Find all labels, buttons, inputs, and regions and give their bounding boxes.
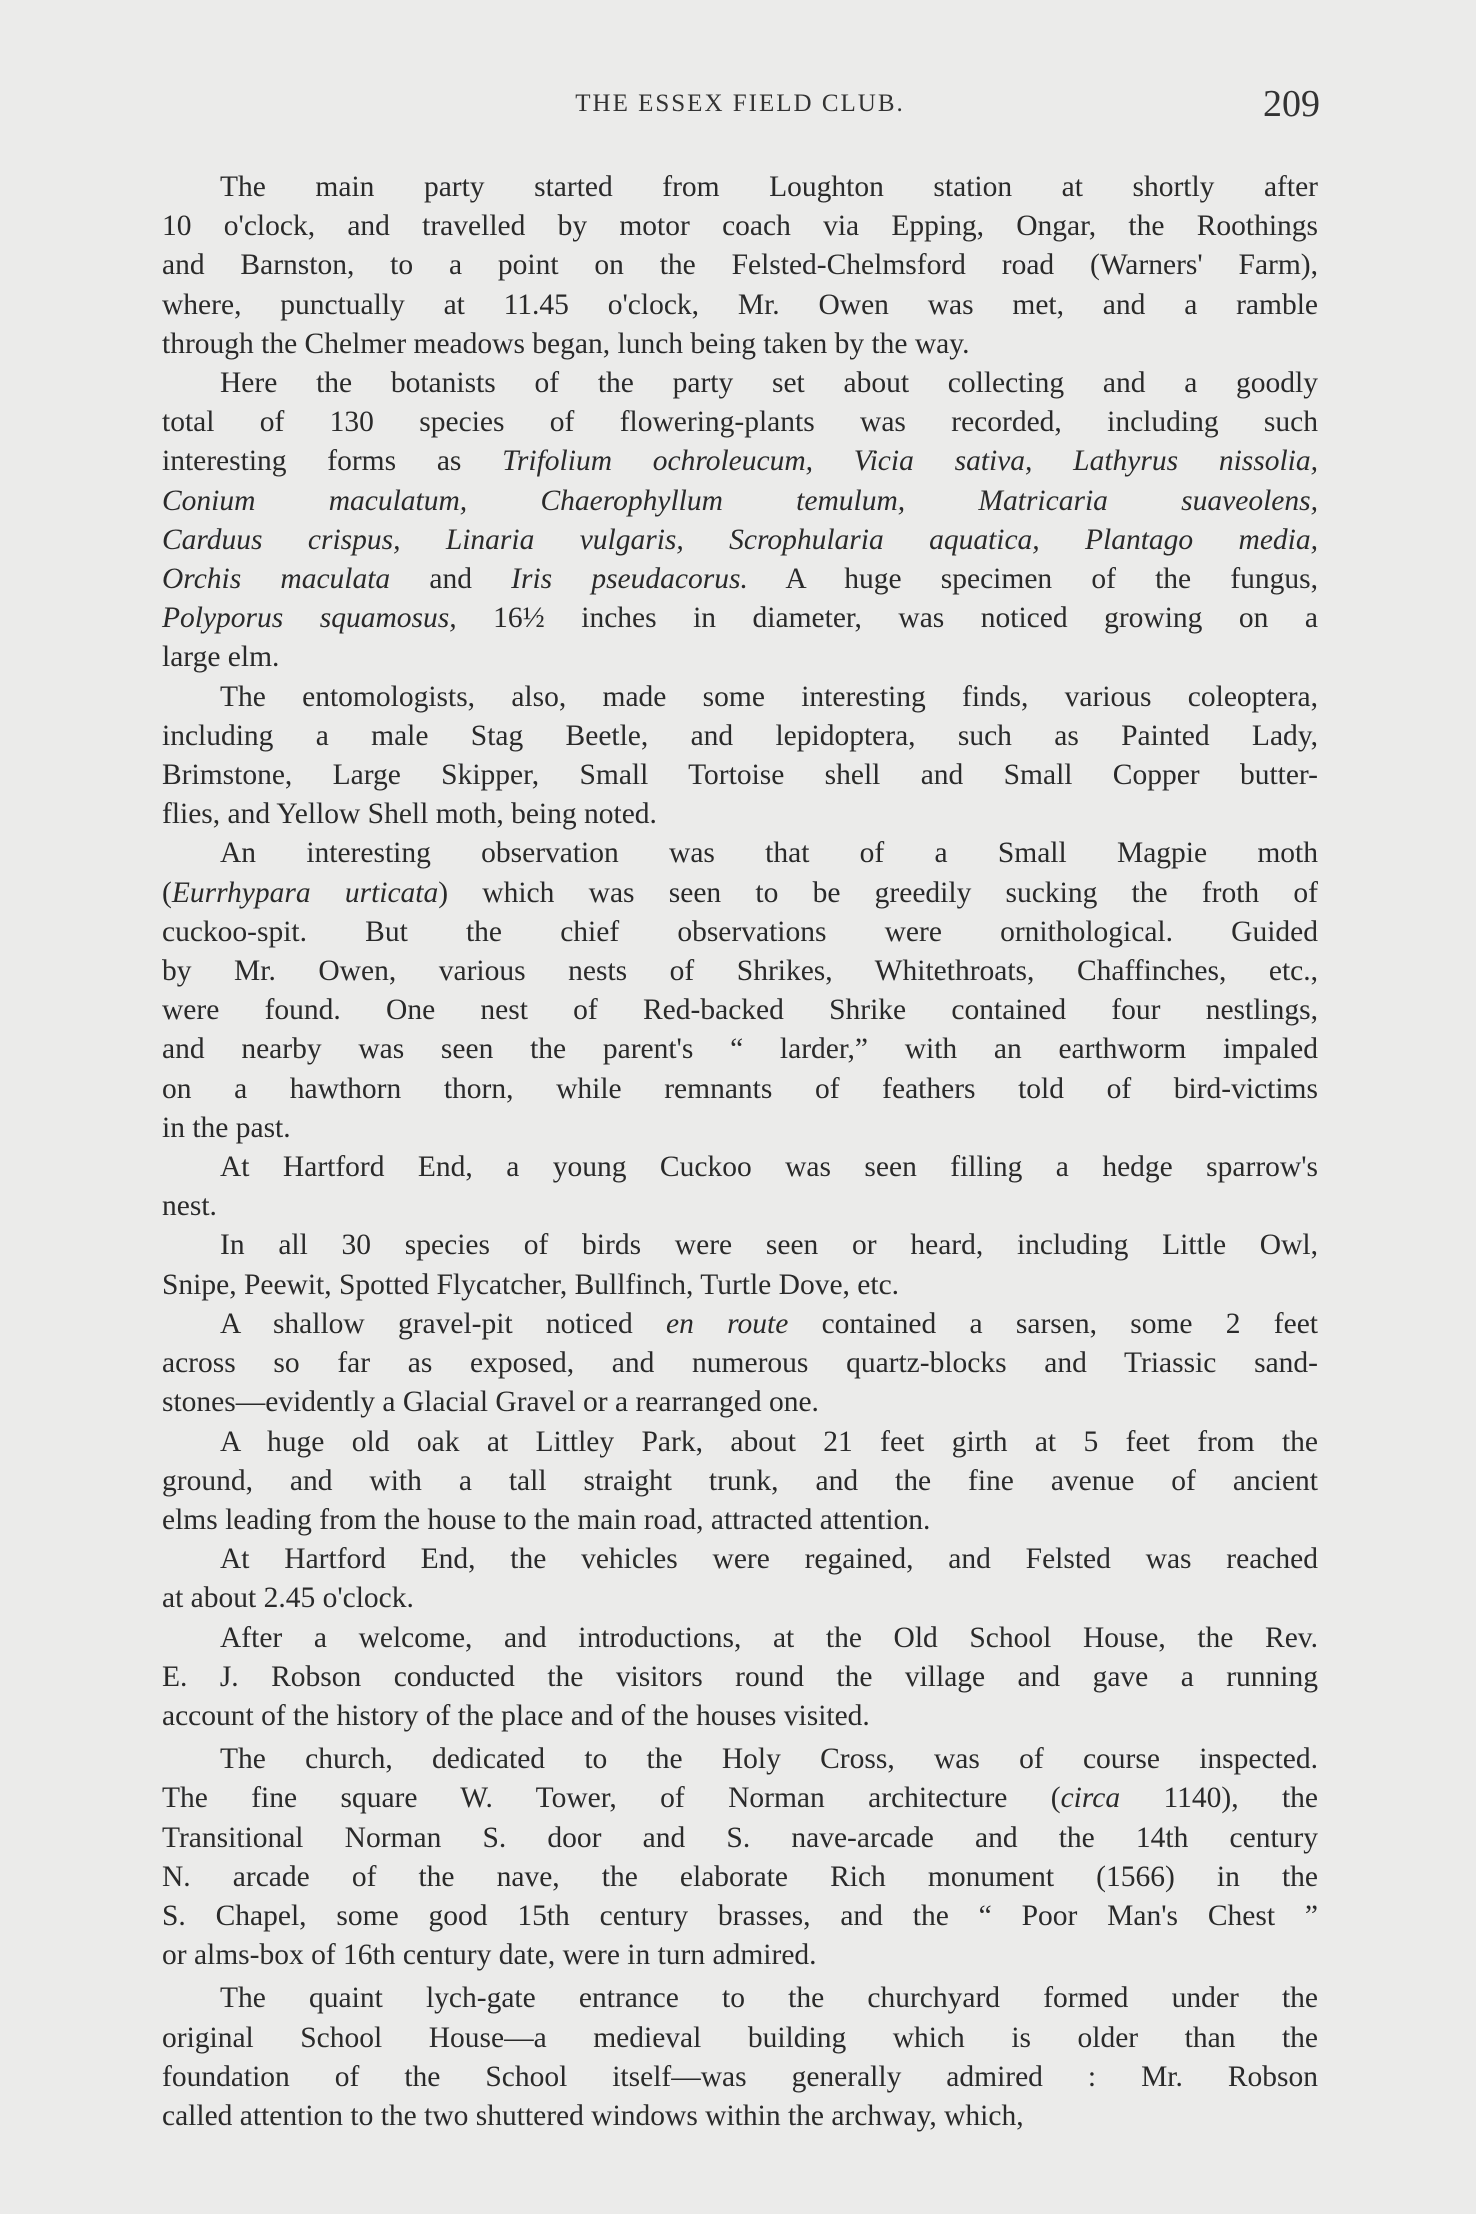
text-line [162, 1226, 1318, 1265]
text-line [162, 717, 1318, 756]
text-line [162, 1979, 1318, 2018]
text-line [162, 1540, 1318, 1579]
text-run: elms leading from the house to the main road, attracted attention. [162, 1503, 931, 1536]
text-run: where, punctually at 11.45 o'clock, Mr. Owen was met, and a ramble [162, 288, 1318, 321]
text-line [162, 756, 1318, 795]
text-run: stones—evidently a Glacial Gravel or a rearranged one. [162, 1386, 819, 1419]
text-line [162, 168, 1318, 207]
text-line [162, 521, 1318, 560]
text-line [162, 1501, 1318, 1540]
text-run: total of 130 species of flowering-plants was recorded, including such [162, 406, 1318, 439]
text-line [162, 325, 1318, 364]
text-run: account of the history of the place and of the houses visited. [162, 1699, 870, 1732]
text-line [162, 834, 1318, 873]
text-run: including a male Stag Beetle, and lepidoptera, such as Painted Lady, [162, 719, 1318, 752]
paragraph [162, 1540, 1318, 1618]
text-line [162, 1462, 1318, 1501]
text-line [162, 874, 1318, 913]
text-line [162, 1897, 1318, 1936]
text-run: at about 2.45 o'clock. [162, 1582, 414, 1615]
text-line [162, 1030, 1318, 1069]
text-run: across so far as exposed, and numerous quartz-blocks and Triassic sand- [162, 1347, 1318, 1380]
text-run: ) which was seen to be greedily sucking the froth of [438, 876, 1318, 909]
text-line [162, 1383, 1318, 1422]
italic-run: en route [666, 1307, 789, 1340]
text-run: N. arcade of the nave, the elaborate Rich monument (1566) in the [162, 1860, 1318, 1893]
text-line [162, 1305, 1318, 1344]
text-run: or alms-box of 16th century date, were in turn admired. [162, 1939, 817, 1972]
text-line [162, 1697, 1318, 1736]
text-run: The quaint lych-gate entrance to the churchyard formed under the [220, 1982, 1318, 2015]
text-line [162, 1109, 1318, 1148]
text-line [162, 952, 1318, 991]
text-line [162, 482, 1318, 521]
text-line [162, 913, 1318, 952]
text-line [162, 1936, 1318, 1975]
text-run: Snipe, Peewit, Spotted Flycatcher, Bullfinch, Turtle Dove, etc. [162, 1268, 900, 1301]
paragraph [162, 364, 1318, 678]
text-run: nest. [162, 1190, 217, 1223]
text-line [162, 1344, 1318, 1383]
text-run: and Barnston, to a point on the Felsted-Chelmsford road (Warners' Farm), [162, 249, 1318, 282]
text-line [162, 2058, 1318, 2097]
paragraph [162, 1740, 1318, 1975]
text-line [162, 1423, 1318, 1462]
text-run: Here the botanists of the party set about collecting and a goodly [220, 367, 1318, 400]
text-line [162, 795, 1318, 834]
text-run: After a welcome, and introductions, at the Old School House, the Rev. [220, 1621, 1318, 1654]
text-run: ground, and with a tall straight trunk, and the fine avenue of ancient [162, 1464, 1318, 1497]
italic-run: circa [1060, 1782, 1121, 1815]
text-run: and [390, 563, 512, 596]
text-run: Transitional Norman S. door and S. nave-arcade and the 14th century [162, 1821, 1318, 1854]
text-line [162, 1070, 1318, 1109]
text-run: foundation of the School itself—was generally admired : Mr. Robson [162, 2060, 1318, 2093]
paragraph [162, 1148, 1318, 1226]
text-run: At Hartford End, the vehicles were regained, and Felsted was reached [220, 1543, 1318, 1576]
paragraph [162, 678, 1318, 835]
text-run: The entomologists, also, made some interesting finds, various coleoptera, [220, 680, 1318, 713]
paragraph [162, 1423, 1318, 1541]
italic-run: Orchis maculata [162, 563, 391, 596]
text-line [162, 286, 1318, 325]
text-run: The fine square W. Tower, of Norman architecture ( [162, 1782, 1061, 1815]
text-line [162, 1779, 1318, 1818]
text-run: and nearby was seen the parent's “ larder,” with an earthworm impaled [162, 1033, 1318, 1066]
text-line [162, 599, 1318, 638]
italic-run: Eurrhypara urticata [171, 876, 439, 909]
text-run: 1140), the [1120, 1782, 1318, 1815]
text-line [162, 1619, 1318, 1658]
text-run: interesting forms as [162, 445, 503, 478]
text-run: called attention to the two shuttered windows within the archway, which, [162, 2099, 1024, 2132]
text-run: flies, and Yellow Shell moth, being noted. [162, 798, 657, 831]
text-run: ( [162, 876, 172, 909]
text-run: on a hawthorn thorn, while remnants of feathers told of bird-victims [162, 1072, 1318, 1105]
italic-run: Conium maculatum, Chaerophyllum temulum, Matricaria suaveolens, [162, 484, 1318, 517]
text-line [162, 246, 1318, 285]
text-run: The church, dedicated to the Holy Cross, was of course inspected. [220, 1743, 1318, 1776]
text-line [162, 2097, 1318, 2136]
text-line [162, 1579, 1318, 1618]
italic-run: Iris pseudacorus. [511, 563, 748, 596]
paragraph [162, 1305, 1318, 1423]
text-run: by Mr. Owen, various nests of Shrikes, Whitethroats, Chaffinches, etc., [162, 955, 1318, 988]
paragraph [162, 1619, 1318, 1737]
page-number: 209 [1263, 83, 1320, 125]
italic-run: Carduus crispus, Linaria vulgaris, Scrophularia aquatica, Plantago media, [162, 523, 1318, 556]
text-line [162, 1148, 1318, 1187]
text-run: were found. One nest of Red-backed Shrike contained four nestlings, [162, 994, 1318, 1027]
text-run: through the Chelmer meadows began, lunch being taken by the way. [162, 327, 970, 360]
text-run: An interesting observation was that of a Small Magpie moth [220, 837, 1318, 870]
text-line [162, 1858, 1318, 1897]
text-line [162, 207, 1318, 246]
text-line [162, 403, 1318, 442]
text-run: E. J. Robson conducted the visitors round the village and gave a running [162, 1660, 1318, 1693]
text-run: large elm. [162, 641, 280, 674]
text-run: Brimstone, Large Skipper, Small Tortoise shell and Small Copper butter- [162, 759, 1318, 792]
paragraph [162, 834, 1318, 1148]
text-line [162, 1187, 1318, 1226]
text-line [162, 364, 1318, 403]
running-title: THE ESSEX FIELD CLUB. [575, 90, 905, 117]
text-run: A huge specimen of the fungus, [747, 563, 1319, 596]
italic-run: Trifolium ochroleucum, Vicia sativa, Lathyrus nissolia, [502, 445, 1318, 478]
text-run: A shallow gravel-pit noticed [220, 1307, 667, 1340]
text-run: At Hartford End, a young Cuckoo was seen filling a hedge sparrow's [220, 1151, 1318, 1184]
page-header [160, 83, 1320, 140]
paragraph [162, 1226, 1318, 1304]
text-line [162, 1266, 1318, 1305]
italic-run: Polyporus squamosus, [162, 602, 457, 635]
text-run: original School House—a medieval building which is older than the [162, 2021, 1318, 2054]
text-line [162, 1819, 1318, 1858]
text-line [162, 678, 1318, 717]
text-line [162, 638, 1318, 677]
paragraph [162, 168, 1318, 364]
text-line [162, 2019, 1318, 2058]
text-run: contained a sarsen, some 2 feet [788, 1307, 1318, 1340]
text-run: The main party started from Loughton station at shortly after [220, 171, 1318, 203]
text-run: 10 o'clock, and travelled by motor coach via Epping, Ongar, the Roothings [162, 210, 1318, 243]
text-line [162, 1658, 1318, 1697]
text-run: A huge old oak at Littley Park, about 21 feet girth at 5 feet from the [220, 1425, 1318, 1458]
text-line [162, 1740, 1318, 1779]
text-run: 16½ inches in diameter, was noticed growing on a [456, 602, 1319, 635]
text-line [162, 560, 1318, 599]
text-line [162, 442, 1318, 481]
text-run: cuckoo-spit. But the chief observations were ornithological. Guided [162, 915, 1318, 948]
body-text [162, 168, 1318, 2136]
paragraph [162, 1979, 1318, 2136]
text-run: in the past. [162, 1111, 291, 1144]
text-run: S. Chapel, some good 15th century brasses, and the “ Poor Man's Chest ” [162, 1899, 1318, 1932]
text-line [162, 991, 1318, 1030]
text-run: In all 30 species of birds were seen or heard, including Little Owl, [220, 1229, 1318, 1262]
